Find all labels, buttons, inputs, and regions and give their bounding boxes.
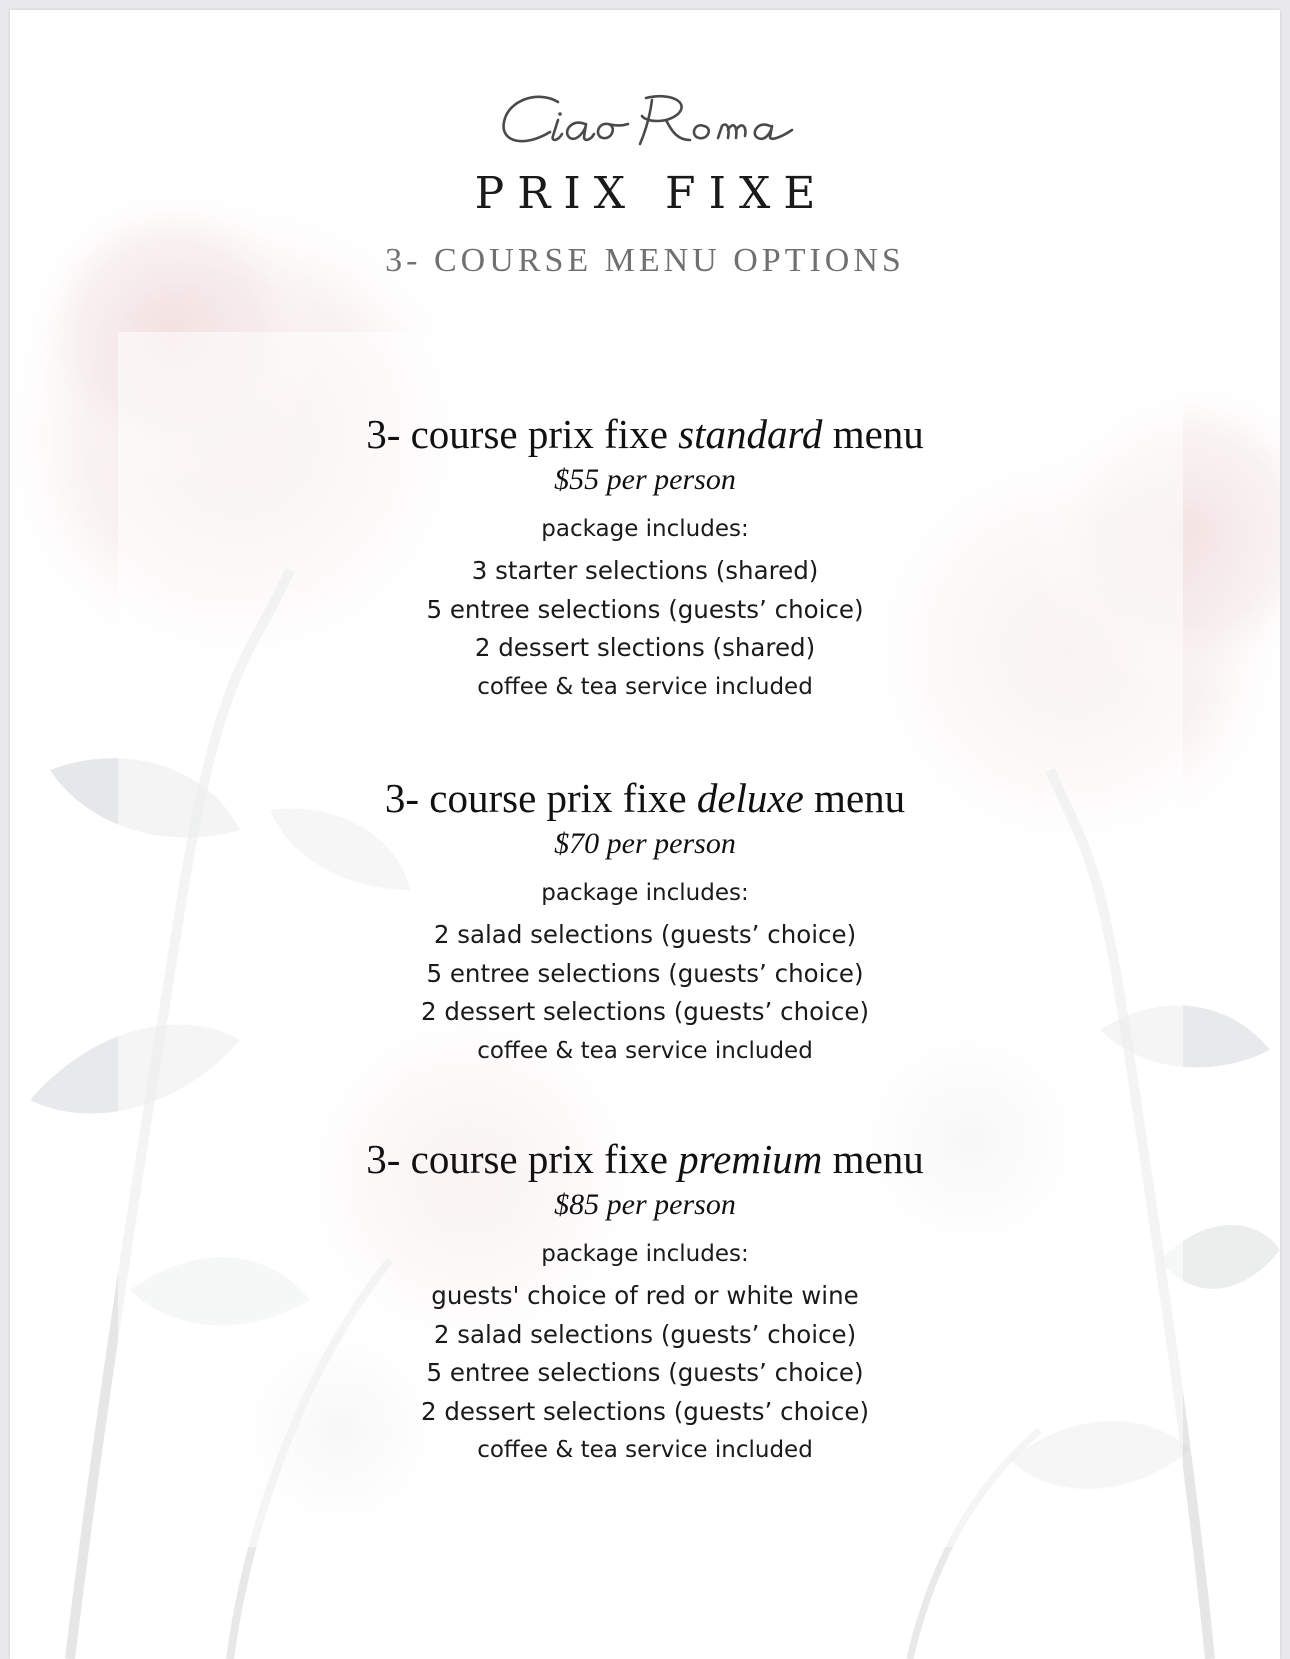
package-item: coffee & tea service included xyxy=(477,1037,813,1064)
menu-title-tier: premium xyxy=(678,1136,823,1182)
package-item: 2 dessert selections (guests’ choice) xyxy=(420,997,870,1026)
menu-title xyxy=(10,1135,1280,1183)
package-item: 2 salad selections (guests’ choice) xyxy=(433,920,857,949)
package-item: 2 dessert selections (guests’ choice) xyxy=(420,1396,870,1426)
package-item: 2 salad selections (guests’ choice) xyxy=(433,1319,857,1349)
package-includes-label: package includes: xyxy=(541,880,749,906)
page-subtitle: 3- COURSE MENU OPTIONS xyxy=(385,242,905,279)
package-item: 5 entree selections (guests’ choice) xyxy=(426,1358,864,1387)
package-item: 3 starter selections (shared) xyxy=(471,556,819,585)
menu-title-tier: deluxe xyxy=(696,775,804,821)
package-item: 5 entree selections (guests’ choice) xyxy=(426,594,864,624)
menu-section-standard xyxy=(10,410,1280,706)
menu-title-prefix: 3- course prix fixe xyxy=(366,411,679,457)
menu-title-prefix: 3- course prix fixe xyxy=(366,1136,679,1182)
menu-section-deluxe xyxy=(10,774,1280,1070)
menu-section-premium xyxy=(10,1135,1280,1470)
package-item: coffee & tea service included xyxy=(477,673,813,700)
package-item: 5 entree selections (guests’ choice) xyxy=(426,958,864,988)
menu-title-suffix: menu xyxy=(822,411,924,457)
ciao-roma-script-logo xyxy=(10,70,1280,160)
menu-price: $85 per person xyxy=(554,1188,736,1221)
package-item: coffee & tea service included xyxy=(477,1437,813,1463)
menu-title-tier: standard xyxy=(678,411,823,457)
package-item: guests' choice of red or white wine xyxy=(431,1281,859,1310)
menu-title-suffix: menu xyxy=(822,1136,924,1182)
page-title: PRIX FIXE xyxy=(474,168,829,219)
menu-page xyxy=(10,10,1280,1659)
menu-title-suffix: menu xyxy=(803,775,906,821)
package-includes-label: package includes: xyxy=(541,516,749,542)
package-item: 2 dessert slections (shared) xyxy=(474,633,816,662)
menu-price: $70 per person xyxy=(554,827,736,860)
menu-title xyxy=(10,410,1280,458)
menu-price: $55 per person xyxy=(554,463,736,496)
package-includes-label: package includes: xyxy=(541,1241,749,1267)
menu-title-prefix: 3- course prix fixe xyxy=(384,775,697,821)
menu-title xyxy=(10,774,1280,822)
